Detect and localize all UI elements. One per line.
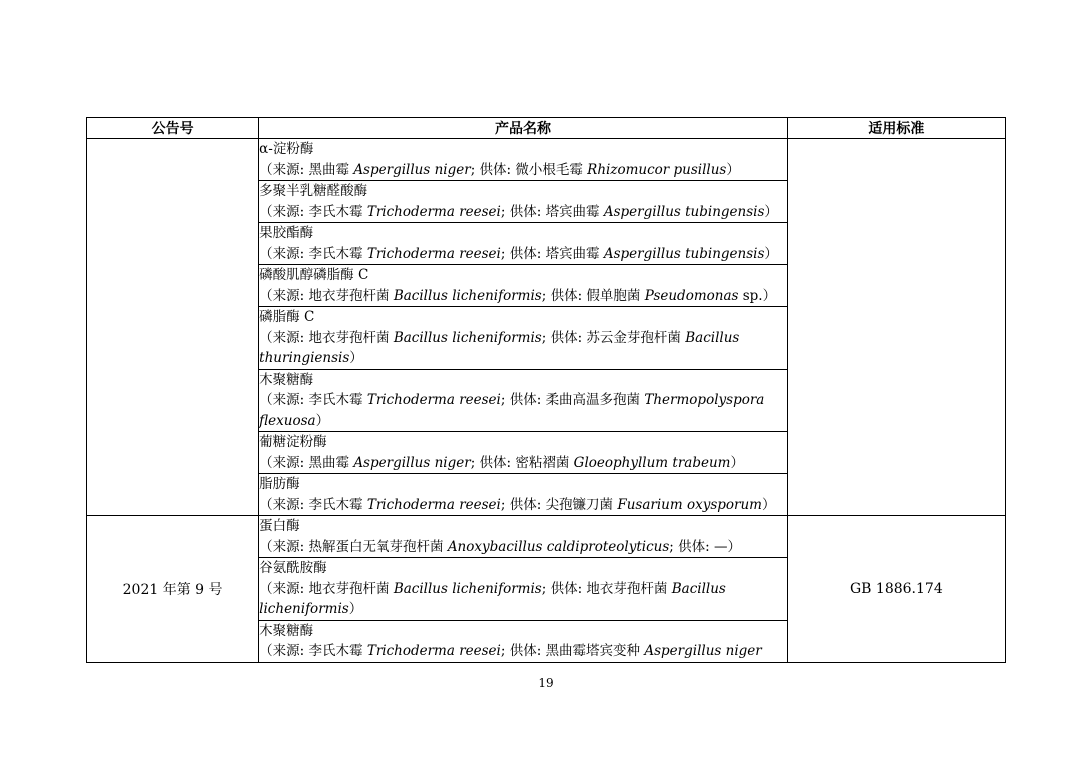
source-organism-cn: 李氏木霉 <box>308 392 367 408</box>
donor-organism-cn: 微小根毛霉 <box>515 161 588 178</box>
product-name: 脂肪酶 <box>259 476 300 492</box>
product-source-line <box>259 286 787 307</box>
standard-cell <box>787 139 1005 516</box>
source-label: （来源: <box>259 643 309 659</box>
product-cell <box>259 516 788 558</box>
product-source-line <box>259 641 787 662</box>
donor-label: ; 供体: <box>500 496 546 513</box>
source-organism-cn: 李氏木霉 <box>308 643 367 659</box>
page-number: 19 <box>538 676 554 690</box>
donor-organism-latin: Aspergillus niger <box>644 643 762 659</box>
source-line-tail: ） <box>348 601 363 617</box>
source-label: （来源: <box>259 496 309 513</box>
donor-label: ; 供体: <box>470 161 516 178</box>
source-line-tail: ） <box>349 350 363 366</box>
donor-organism-latin: Bacillus thuringiensis <box>259 329 740 366</box>
donor-label: ; 供体: <box>669 538 714 555</box>
donor-organism-latin: Aspergillus tubingensis <box>603 245 765 262</box>
product-name: 果胶酯酶 <box>259 225 314 241</box>
source-line-tail: sp.） <box>738 287 777 304</box>
source-organism-latin: Trichoderma reesei <box>366 496 501 513</box>
product-name: 蛋白酶 <box>259 518 300 534</box>
source-line-tail: ） <box>726 161 740 178</box>
product-source-line <box>259 537 787 558</box>
donor-organism-latin: Aspergillus tubingensis <box>603 203 765 220</box>
product-name: 磷脂酶 C <box>259 309 315 325</box>
product-cell <box>259 432 788 474</box>
source-label: （来源: <box>259 245 309 262</box>
product-name: 木聚糖酶 <box>259 622 314 639</box>
announcement-cell: 2021 年第 9 号 <box>87 516 259 663</box>
donor-organism-cn: 密粘褶菌 <box>515 454 574 471</box>
product-source-line <box>259 328 787 369</box>
source-organism-latin: Trichoderma reesei <box>366 643 501 659</box>
source-line-tail: ） <box>315 412 330 429</box>
donor-organism-cn: 尖孢镰刀菌 <box>545 496 618 513</box>
donor-label: ; 供体: <box>541 287 587 304</box>
donor-organism-cn: 塔宾曲霉 <box>545 245 604 262</box>
donor-label: ; 供体: <box>541 580 587 597</box>
donor-label: ; 供体: <box>500 392 546 408</box>
source-label: （来源: <box>259 538 309 555</box>
standard-cell: GB 1886.174 <box>787 516 1005 663</box>
source-organism-latin: Bacillus licheniformis <box>393 580 542 597</box>
source-line-tail: —） <box>713 538 741 555</box>
source-organism-latin: Anoxybacillus caldiproteolyticus <box>447 538 670 555</box>
product-source-line <box>259 495 787 516</box>
source-label: （来源: <box>259 161 309 178</box>
source-label: （来源: <box>259 580 309 597</box>
product-source-line <box>259 453 787 474</box>
source-organism-latin: Trichoderma reesei <box>366 203 501 220</box>
source-line-tail: ） <box>730 454 744 471</box>
donor-label: ; 供体: <box>541 329 587 346</box>
source-organism-latin: Trichoderma reesei <box>366 392 501 408</box>
product-cell <box>259 139 788 181</box>
donor-organism-cn: 塔宾曲霉 <box>545 203 604 220</box>
product-cell <box>259 474 788 516</box>
source-line-tail: ） <box>764 245 778 262</box>
donor-label: ; 供体: <box>470 454 516 471</box>
source-organism-latin: Aspergillus niger <box>353 454 471 471</box>
product-name: 谷氨酰胺酶 <box>259 560 327 576</box>
source-label: （来源: <box>259 329 309 346</box>
product-cell <box>259 307 788 370</box>
product-cell <box>259 620 788 662</box>
product-source-line <box>259 202 787 223</box>
donor-label: ; 供体: <box>500 203 546 220</box>
product-cell <box>259 223 788 265</box>
source-organism-latin: Bacillus licheniformis <box>393 287 542 304</box>
donor-label: ; 供体: <box>500 245 546 262</box>
donor-organism-latin: Gloeophyllum trabeum <box>573 454 731 471</box>
header-row <box>87 118 1006 139</box>
source-line-tail: ） <box>764 203 778 220</box>
enzyme-table <box>86 117 1006 663</box>
source-organism-cn: 黑曲霉 <box>308 454 354 471</box>
donor-organism-cn: 苏云金芽孢杆菌 <box>586 329 686 346</box>
product-name: 多聚半乳糖醛酸酶 <box>259 183 368 199</box>
product-source-line <box>259 244 787 265</box>
source-organism-latin: Trichoderma reesei <box>366 245 501 262</box>
product-cell <box>259 558 788 621</box>
source-label: （来源: <box>259 392 309 408</box>
source-organism-cn: 地衣芽孢杆菌 <box>308 329 394 346</box>
header-announcement: 公告号 <box>87 118 259 139</box>
product-cell <box>259 369 788 432</box>
source-label: （来源: <box>259 454 309 471</box>
announcement-cell <box>87 139 259 516</box>
donor-organism-latin: Thermopolyspora flexuosa <box>259 392 765 429</box>
source-organism-latin: Bacillus licheniformis <box>393 329 542 346</box>
product-source-line <box>259 390 787 431</box>
source-organism-cn: 李氏木霉 <box>308 203 367 220</box>
product-name: 磷酸肌醇磷脂酶 C <box>259 267 369 283</box>
source-organism-cn: 地衣芽孢杆菌 <box>308 287 394 304</box>
donor-organism-cn: 柔曲高温多孢菌 <box>545 392 645 408</box>
product-cell <box>259 181 788 223</box>
group-1-body <box>87 139 1006 516</box>
product-cell <box>259 265 788 307</box>
donor-organism-latin: Fusarium oxysporum <box>617 496 762 513</box>
product-name: 木聚糖酶 <box>259 371 314 388</box>
product-source-line <box>259 160 787 181</box>
product-name: α-淀粉酶 <box>259 141 314 157</box>
source-organism-cn: 地衣芽孢杆菌 <box>308 580 394 597</box>
donor-organism-cn: 黑曲霉塔宾变种 <box>545 643 645 659</box>
donor-organism-latin: Pseudomonas <box>644 287 739 304</box>
source-organism-latin: Aspergillus niger <box>353 161 471 178</box>
donor-label: ; 供体: <box>500 643 546 659</box>
donor-organism-cn: 假单胞菌 <box>586 287 645 304</box>
product-source-line <box>259 579 787 620</box>
group-2-body <box>87 516 1006 663</box>
header-standard: 适用标准 <box>787 118 1005 139</box>
source-organism-cn: 黑曲霉 <box>308 161 354 178</box>
source-label: （来源: <box>259 287 309 304</box>
source-organism-cn: 李氏木霉 <box>308 496 367 513</box>
table-row <box>87 516 1006 558</box>
donor-organism-cn: 地衣芽孢杆菌 <box>586 580 672 597</box>
product-name: 葡糖淀粉酶 <box>259 434 327 450</box>
donor-organism-latin: Bacillus licheniformis <box>259 580 726 617</box>
source-organism-cn: 李氏木霉 <box>308 245 367 262</box>
table-row <box>87 139 1006 181</box>
source-line-tail: ） <box>761 496 776 513</box>
source-organism-cn: 热解蛋白无氧芽孢杆菌 <box>308 538 448 555</box>
source-label: （来源: <box>259 203 309 220</box>
donor-organism-latin: Rhizomucor pusillus <box>587 161 727 178</box>
header-product-name: 产品名称 <box>259 118 788 139</box>
